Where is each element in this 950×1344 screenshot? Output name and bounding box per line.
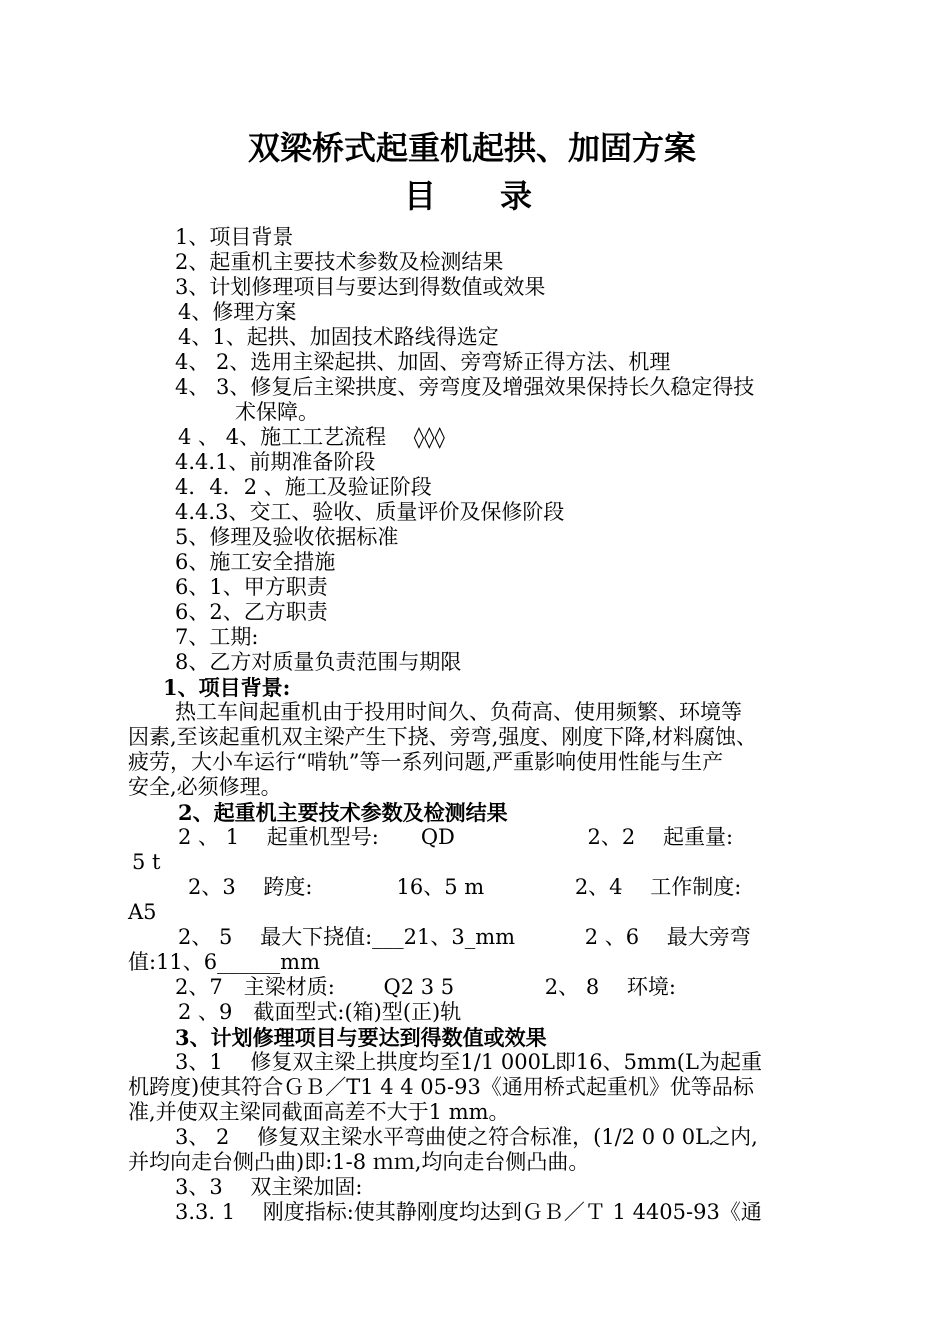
paragraph-line: 5 t — [132, 850, 161, 874]
paragraph-line: A5 — [128, 900, 157, 924]
paragraph-line: 疲劳，大小车运行“啃轨”等一系列问题,严重影响使用性能与生产 — [128, 750, 724, 774]
toc-item: 4、修理方案 — [178, 300, 297, 324]
section-heading: 1、项目背景: — [163, 675, 291, 700]
toc-item: 5、修理及验收依据标准 — [175, 525, 399, 549]
paragraph-line: 2、3 跨度: 16、5 m 2、4 工作制度: — [188, 875, 742, 899]
toc-item: 术保障。 — [235, 400, 319, 424]
toc-item: 3、计划修理项目与要达到得数值或效果 — [175, 275, 546, 299]
paragraph-line: 2、7 主梁材质: Q2 3 5 2、 8 环境: — [175, 975, 676, 999]
toc-heading: 目 录 — [404, 177, 533, 215]
toc-item: 4、 3、修复后主梁拱度、旁弯度及增强效果保持长久稳定得技 — [175, 375, 755, 399]
document-title: 双梁桥式起重机起拱、加固方案 — [248, 129, 697, 167]
toc-item: 2、起重机主要技术参数及检测结果 — [175, 250, 504, 274]
paragraph-line: 安全,必须修理。 — [128, 775, 282, 799]
paragraph-line: 2 、 1 起重机型号: QD 2、2 起重量: — [178, 825, 734, 849]
toc-item: 6、施工安全措施 — [175, 550, 336, 574]
section-heading: 2、起重机主要技术参数及检测结果 — [178, 800, 508, 825]
paragraph-line: 因素,至该起重机双主梁产生下挠、旁弯,强度、刚度下降,材料腐蚀、 — [128, 725, 758, 749]
paragraph-line: 3.3. 1 刚度指标:使其静刚度均达到ＧＢ／Ｔ 1 4405-93《通 — [175, 1200, 762, 1224]
toc-item: 4．4．2 、施工及验证阶段 — [175, 475, 432, 499]
paragraph-line: 3、 2 修复双主梁水平弯曲使之符合标准，(1/2 0 0 0L之内, — [175, 1125, 758, 1149]
toc-item: 4、1、起拱、加固技术路线得选定 — [178, 325, 499, 349]
toc-item: 4.4.3、交工、验收、质量评价及保修阶段 — [175, 500, 565, 524]
paragraph-line: 准,并使双主梁同截面高差不大于1 mm。 — [128, 1100, 510, 1124]
toc-item: 6、2、乙方职责 — [175, 600, 328, 624]
paragraph-line: 值:11、6______mm — [128, 950, 320, 974]
paragraph-line: 3、3 双主梁加固: — [175, 1175, 363, 1199]
toc-item: 4、 2、选用主梁起拱、加固、旁弯矫正得方法、机理 — [175, 350, 671, 374]
toc-item: 4 、 4、施工工艺流程 ◊◊◊ — [178, 425, 445, 449]
paragraph-line: 热工车间起重机由于投用时间久、负荷高、使用频繁、环境等 — [175, 700, 742, 724]
paragraph-line: 并均向走台侧凸曲)即:1-8 ｍｍ,均向走台侧凸曲。 — [128, 1150, 590, 1174]
paragraph-line: 机跨度)使其符合ＧＢ／T1 4 4 05-93《通用桥式起重机》优等品标 — [128, 1075, 754, 1099]
section-heading: 3、计划修理项目与要达到得数值或效果 — [175, 1025, 547, 1050]
toc-item: 6、1、甲方职责 — [175, 575, 328, 599]
toc-item: 1、项目背景 — [175, 225, 294, 249]
toc-item: 7、工期: — [175, 625, 259, 649]
paragraph-line: 2 、9 截面型式:(箱)型(正)轨 — [178, 1000, 462, 1024]
toc-item: 8、乙方对质量负责范围与期限 — [175, 650, 462, 674]
paragraph-line: 2、 5 最大下挠值:___21、3_mm 2 、6 最大旁弯 — [178, 925, 751, 949]
toc-item: 4.4.1、前期准备阶段 — [175, 450, 376, 474]
paragraph-line: 3、1 修复双主梁上拱度均至1/1 000L即16、5mm(L为起重 — [175, 1050, 762, 1074]
